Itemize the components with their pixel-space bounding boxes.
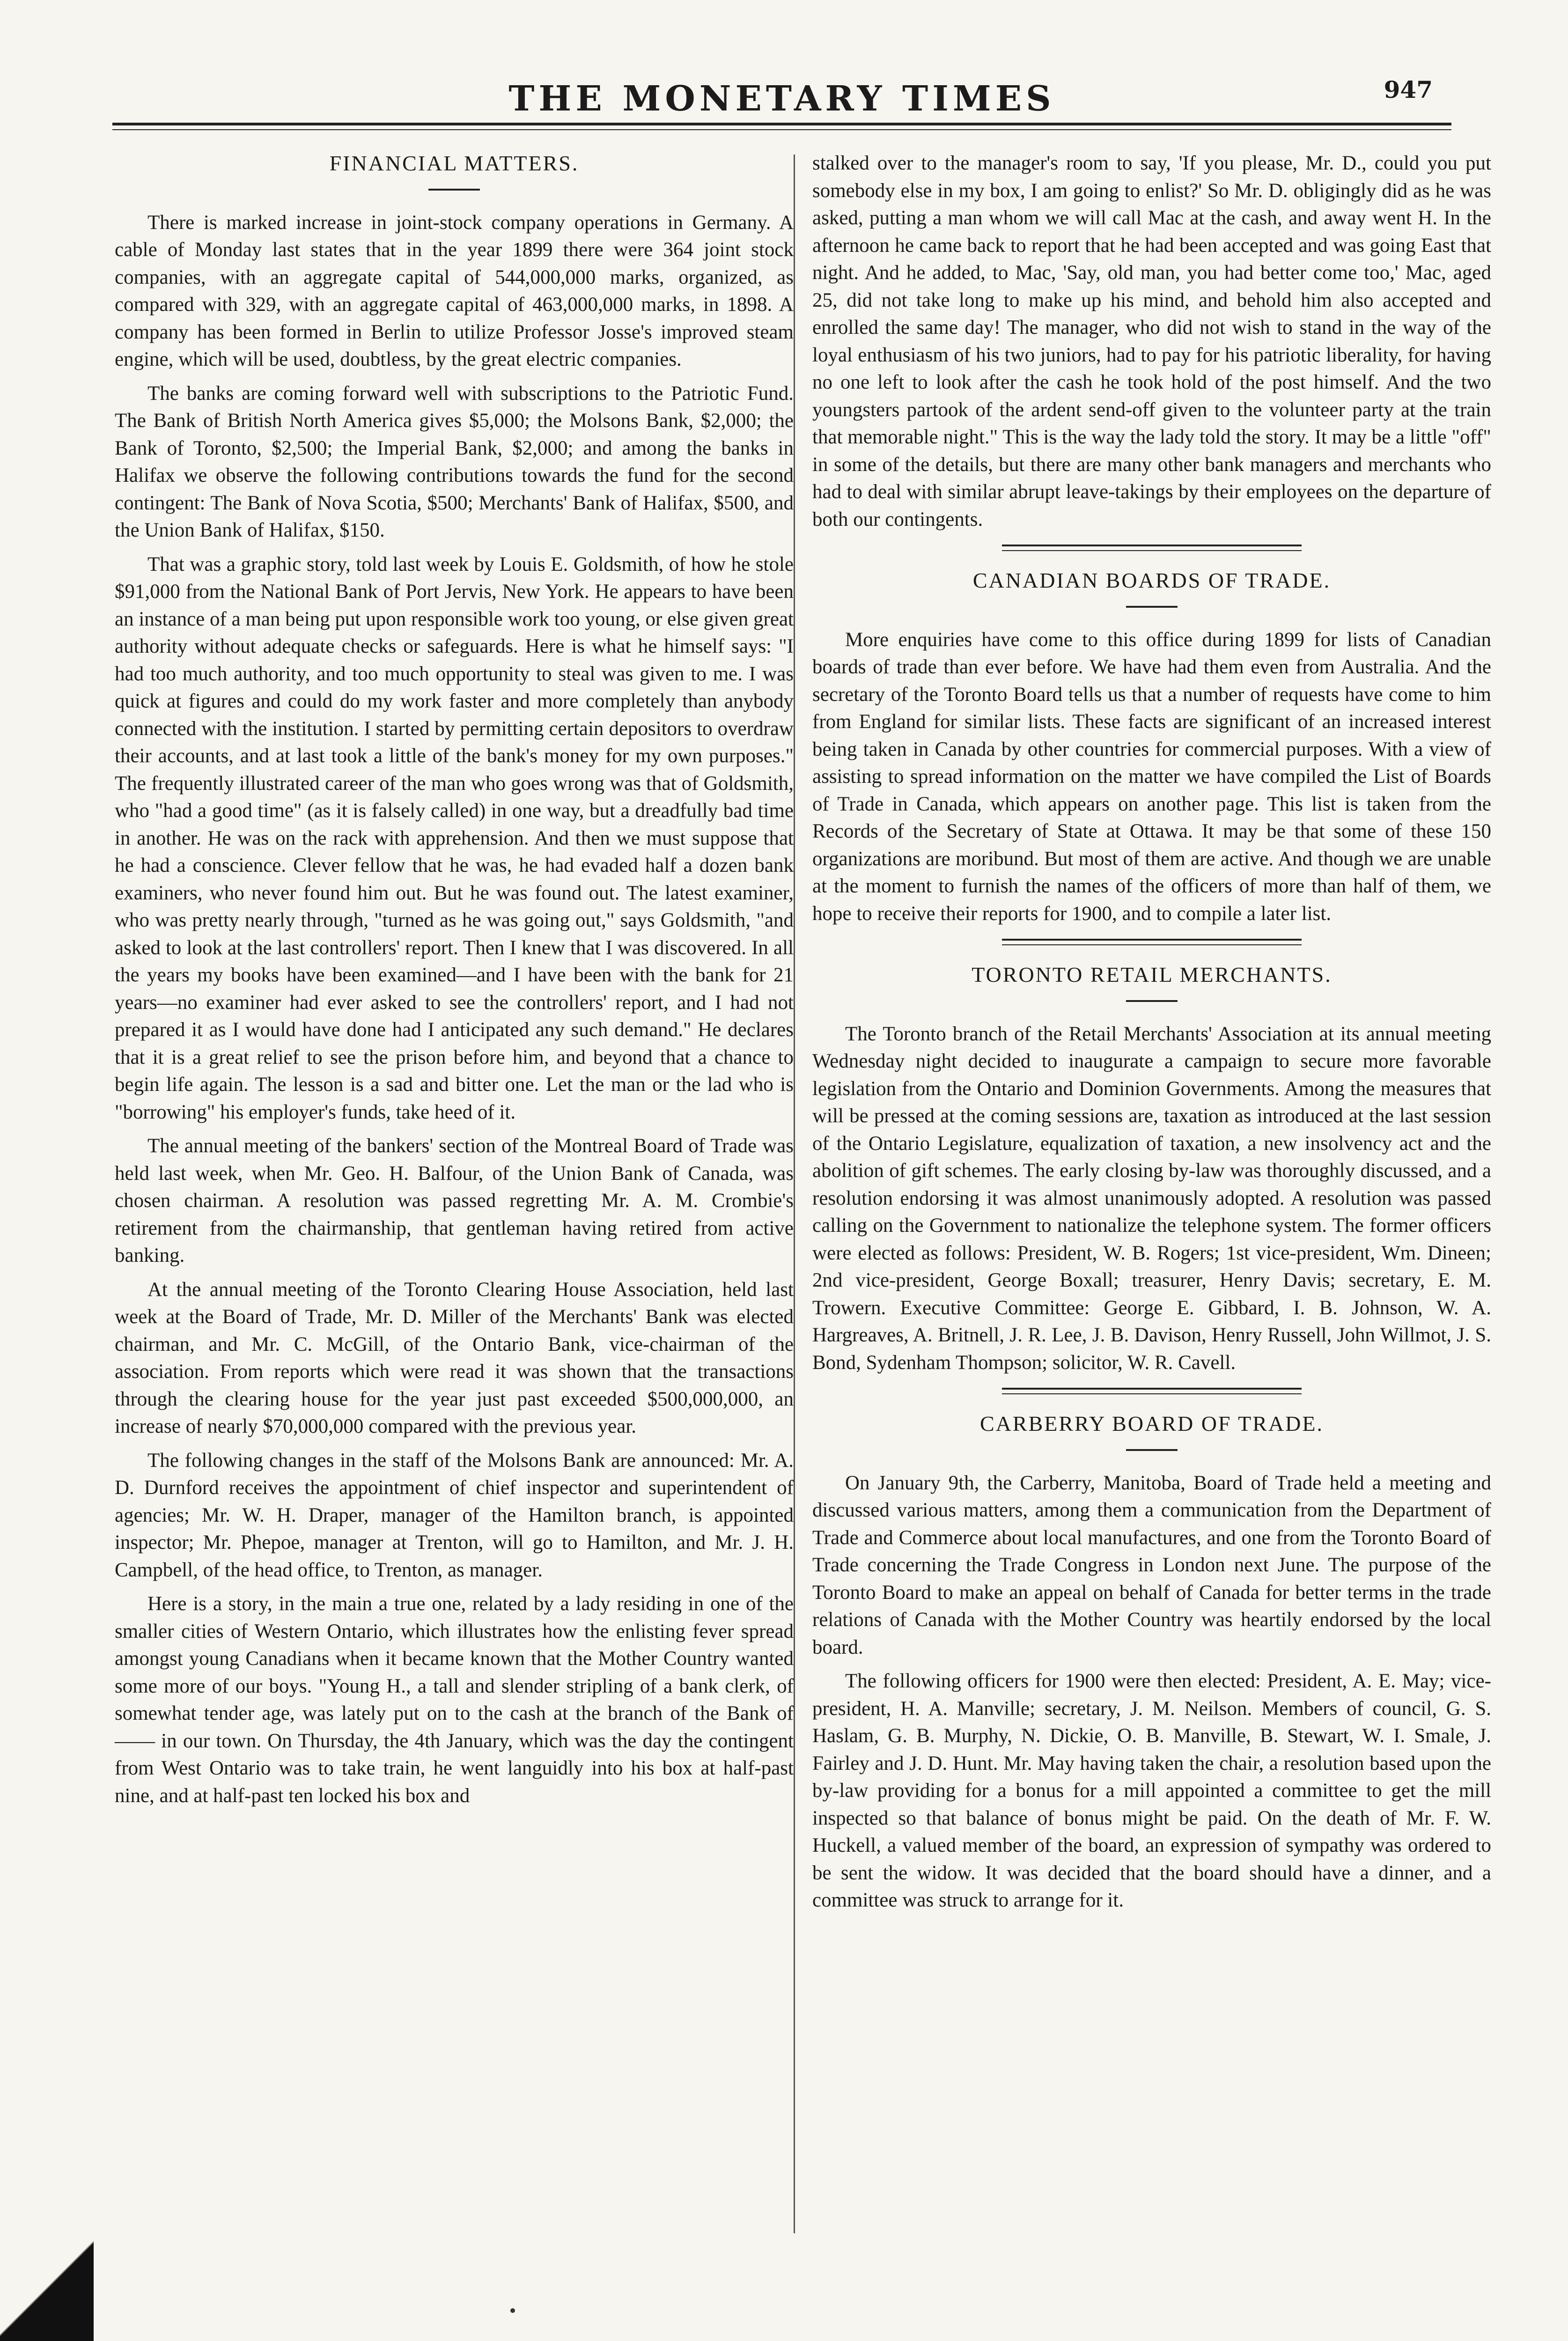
page-edge-shadow <box>0 2177 94 2341</box>
article-paragraph: That was a graphic story, told last week by Louis E. Goldsmith, of how he stole $91,000 from the National Bank of Port Jervis, New York. He appears to have been an instance of a man being put upon responsible work too young, or else given great authority without adequate checks or safeguards. Here is what he himself says: "I had too much authority, and too much opportunity to steal was given to me. I was quick at figures and could do my work faster and more completely than anybody connected with the institution. I started by permitting certain depositors to overdraw their accounts, and at last took a little of the bank's money for my own purposes." The frequently illustrated career of the man who goes wrong was that of Goldsmith, who "had a good time" (as it is falsely called) in one way, but a dreadfully bad time in another. He was on the rack with apprehension. And then we must suppose that he had a conscience. Clever fellow that he was, he had evaded half a dozen bank examiners, who never found him out. But he was found out. The latest examiner, who was pretty nearly through, "turned as he was going out," says Goldsmith, "and asked to look at the last controllers' report. Then I knew that I was discovered. In all the years my books have been examined—and I have been with the bank for 21 years—no examiner had ever asked to see the controllers' report, and I had not prepared it as I would have done had I anticipated any such demand." He declares that it is a great relief to see the prison before him, and beyond that a chance to begin life again. The lesson is a sad and bitter one. Let the man or the lad who is "borrowing" his employer's funds, take heed of it. <box>115 553 794 1123</box>
section-title: CARBERRY BOARD OF TRADE. <box>979 1412 1324 1436</box>
section-title: FINANCIAL MATTERS. <box>329 151 579 175</box>
header-rule <box>112 123 1451 125</box>
page-number: 947 <box>1384 76 1433 103</box>
section-title: CANADIAN BOARDS OF TRADE. <box>972 568 1331 592</box>
section-separator <box>1002 939 1302 945</box>
page-header <box>112 70 1451 136</box>
title-rule <box>428 189 480 191</box>
continued-paragraph: stalked over to the manager's room to say, 'If you please, Mr. D., could you put somebody else in my box, I am going to enlist?' So Mr. D. obligingly did as he was asked, putting a man whom we will call Mac at the cash, and away went H. In the afternoon he came back to report that he had been accepted and was going East that night. And he added, to Mac, 'Say, old man, you had better come too,' Mac, aged 25, did not take long to make up his mind, and behold him also accepted and enrolled the same day! The manager, who did not wish to stand in the way of the loyal enthusiasm of his two juniors, had to pay for his patriotic liberality, for having no one left to look after the cash he took hold of the post himself. And the two youngsters partook of the ardent send-off given to the volunteer party at the train that memorable night." This is the way the lady told the story. It may be a little "off" in some of the details, but there are many other bank managers and merchants who had to deal with similar abrupt leave-takings by their employees on the departure of both our contingents. <box>812 152 1491 530</box>
right-column <box>812 150 1491 1921</box>
article-paragraph: At the annual meeting of the Toronto Clearing House Association, held last week at the Board of Trade, Mr. D. Miller of the Merchants' Bank was elected chairman, and Mr. C. McGill, of the Ontario Bank, vice-chairman of the association. From reports which were read it was shown that the transactions through the clearing house for the year just past exceeded $500,000,000, an increase of nearly $70,000,000 compared with the previous year. <box>115 1278 794 1437</box>
masthead: THE MONETARY TIMES <box>508 79 1055 119</box>
title-rule <box>1126 1000 1178 1002</box>
section-separator <box>1002 545 1302 551</box>
article-paragraph: The Toronto branch of the Retail Merchants' Association at its annual meeting Wednesday night decided to inaugurate a campaign to secure more favorable legislation from the Ontario and Dominion Governments. Among the measures that will be pressed at the coming sessions are, taxation as introduced at the last session of the Ontario Legislature, equalization of taxation, a new insolvency act and the abolition of gift schemes. The early closing by-law was thoroughly discussed, and a resolution endorsing it was almost unanimously adopted. A resolution was passed calling on the Government to nationalize the telephone system. The former officers were elected as follows: President, W. B. Rogers; 1st vice-president, Wm. Dineen; 2nd vice-president, George Boxall; treasurer, Henry Davis; secretary, E. M. Trowern. Executive Committee: George E. Gibbard, I. B. Johnson, W. A. Hargreaves, A. Britnell, J. R. Lee, J. B. Davison, Henry Russell, John Willmot, J. S. Bond, Sydenham Thompson; solicitor, W. R. Cavell. <box>812 1023 1491 1374</box>
section-separator <box>1002 1388 1302 1394</box>
section-title: TORONTO RETAIL MERCHANTS. <box>972 963 1332 986</box>
article-paragraph: On January 9th, the Carberry, Manitoba, Board of Trade held a meeting and discussed various matters, among them a communication from the Department of Trade and Commerce about local manufactures, and one from the Toronto Board of Trade concerning the Trade Congress in London next June. The purpose of the Toronto Board to make an appeal on behalf of Canada for better terms in the trade relations of Canada with the Mother Country was heartily endorsed by the local board. <box>812 1472 1491 1658</box>
article-paragraph: The banks are coming forward well with subscriptions to the Patriotic Fund. The Bank of British North America gives $5,000; the Molsons Bank, $2,000; the Bank of Toronto, $2,500; the Imperial Bank, $2,000; and among the banks in Halifax we observe the following contributions towards the fund for the second contingent: The Bank of Nova Scotia, $500; Merchants' Bank of Halifax, $500, and the Union Bank of Halifax, $150. <box>115 382 794 541</box>
article-paragraph: There is marked increase in joint-stock company operations in Germany. A cable of Monday last states that in the year 1899 there were 364 joint stock companies, with an aggregate capital of 544,000,000 marks, organized, as compared with 329, with an aggregate capital of 463,000,000 marks, in 1898. A company has been formed in Berlin to utilize Professor Josse's improved steam engine, which will be used, doubtless, by the great electric companies. <box>115 211 794 370</box>
title-rule <box>1126 1449 1178 1451</box>
article-paragraph: More enquiries have come to this office during 1899 for lists of Canadian boards of trade than ever before. We have had them even from Australia. And the secretary of the Toronto Board tells us that a number of requests have come to him from England for similar lists. These facts are significant of an increased interest being taken in Canada by other countries for commercial purposes. With a view of assisting to spread information on the matter we have compiled the List of Boards of Trade in Canada, which appears on another page. This list is taken from the Records of the Secretary of State at Ottawa. It may be that some of these 150 organizations are moribund. But most of them are active. And though we are unable at the moment to furnish the names of the officers of more than half of them, we hope to receive their reports for 1900, and to compile a later list. <box>812 628 1491 925</box>
column-divider <box>794 155 795 2233</box>
article-paragraph: The annual meeting of the bankers' section of the Montreal Board of Trade was held last week, when Mr. Geo. H. Balfour, of the Union Bank of Canada, was chosen chairman. A resolution was passed regretting Mr. A. M. Crombie's retirement from the chairmanship, that gentleman having retired from active banking. <box>115 1135 794 1266</box>
title-rule <box>1126 606 1178 608</box>
article-paragraph: The following changes in the staff of the Molsons Bank are announced: Mr. A. D. Durnford receives the appointment of chief inspector and superintendent of agencies; Mr. W. H. Draper, manager of the Hamilton branch, is appointed inspector; Mr. Phepoe, manager at Trenton, will go to Hamilton, and Mr. J. H. Campbell, of the head office, to Trenton, as manager. <box>115 1449 794 1581</box>
left-column <box>115 150 794 1816</box>
header-rule-thin <box>112 129 1451 130</box>
article-paragraph: Here is a story, in the main a true one, related by a lady residing in one of the smaller cities of Western Ontario, which illustrates how the enlisting fever spread amongst young Canadians when it became known that the Mother Country wanted some more of our boys. "Young H., a tall and slender stripling of a bank clerk, of somewhat tender age, was lately put on to the cash at the branch of the Bank of —— in our town. On Thursday, the 4th January, which was the day the contingent from West Ontario was to take train, he went languidly into his box at half-past nine, and at half-past ten locked his box and <box>115 1593 794 1807</box>
article-paragraph: The following officers for 1900 were then elected: President, A. E. May; vice-president, H. A. Manville; secretary, J. M. Neilson. Members of council, G. S. Haslam, G. B. Murphy, N. Dickie, O. B. Manville, B. Stewart, W. I. Smale, J. Fairley and J. D. Hunt. Mr. May having taken the chair, a resolution based upon the by-law providing for a bonus for a mill appointed a committee to get the mill inspected so that balance of bonus might be paid. On the death of Mr. F. W. Huckell, a valued member of the board, an expression of sympathy was ordered to be sent the widow. It was decided that the board should have a dinner, and a committee was struck to arrange for it. <box>812 1670 1491 1911</box>
printer-dot <box>510 2308 515 2313</box>
